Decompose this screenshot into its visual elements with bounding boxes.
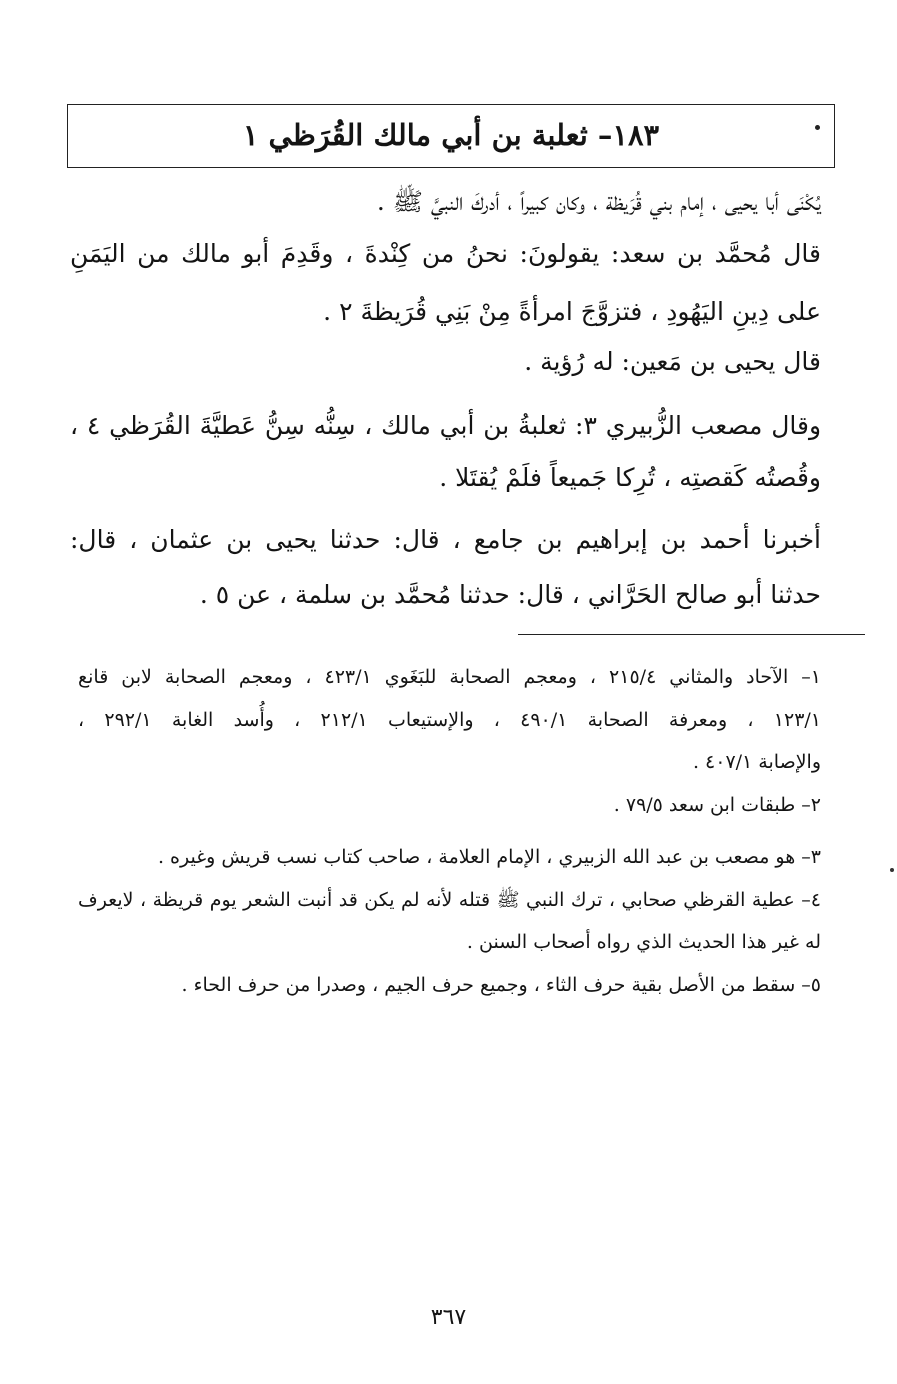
body-line: قال مُحمَّد بن سعد: يقولونَ: نحنُ من كِنْدةَ ، وقَدِمَ أبو مالك من اليَمَنِ	[70, 239, 821, 268]
footnote-line: ١٢٣/١ ، ومعرفة الصحابة ٤٩٠/١ ، والإستيعاب ٢١٢/١ ، وأُسد الغابة ٢٩٢/١ ،	[78, 709, 822, 731]
footnote-line: ٢– طبقات ابن سعد ٧٩/٥ .	[613, 794, 821, 816]
body-line: على دِينِ اليَهُودِ ، فتزوَّجَ امرأةً مِنْ بَنِي قُرَيظةَ ٢ .	[323, 297, 821, 326]
body-line: حدثنا أبو صالح الحَرَّاني ، قال: حدثنا مُحمَّد بن سلمة ، عن ٥ .	[199, 580, 821, 609]
body-line: وقال مصعب الزُّبيري ٣: ثعلبةُ بن أبي مالك ، سِنُّه سِنُّ عَطيَّةَ القُرَظي ٤ ،	[70, 411, 822, 440]
body-line: يُكْنَى أبا يحيى ، إمام بني قُرَيظة ، وكان كبيراً ، أدركَ النبيَّ ﷺ .	[376, 187, 821, 216]
footnote-line: ٣– هو مصعب بن عبد الله الزبيري ، الإمام العلامة ، صاحب كتاب نسب قريش وغيره .	[157, 846, 821, 868]
footnote-separator	[518, 634, 865, 635]
heading-box	[67, 104, 835, 168]
footnote-line: ٥– سقط من الأصل بقية حرف الثاء ، وجميع حرف الجيم ، وصدرا من حرف الحاء .	[181, 974, 821, 996]
body-line: قال يحيى بن مَعين: له رُؤية .	[524, 347, 821, 376]
footnote-line: له غير هذا الحديث الذي رواه أصحاب السنن .	[466, 931, 821, 953]
footnote-line: ١– الآحاد والمثاني ٢١٥/٤ ، ومعجم الصحابة للبَغَوي ٤٢٣/١ ، ومعجم الصحابة لابن قانع	[78, 666, 821, 688]
footnote-line: والإصابة ٤٠٧/١ .	[692, 751, 821, 773]
margin-dot	[890, 868, 894, 872]
body-line: أخبرنا أحمد بن إبراهيم بن جامع ، قال: حدثنا يحيى بن عثمان ، قال:	[70, 525, 821, 554]
body-line: وقُصتُه كَقصتِه ، تُرِكا جَميعاً فلَمْ يُقتَلا .	[439, 463, 821, 492]
heading-dot	[815, 125, 820, 130]
footnote-line: ٤– عطية القرظي صحابي ، ترك النبي ﷺ قتله لأنه لم يكن قد أنبت الشعر يوم قريظة ، لايعرف	[78, 889, 821, 911]
entry-title: ١٨٣– ثعلبة بن أبي مالك القُرَظي ١	[242, 118, 660, 152]
page-number: ٣٦٧	[430, 1305, 467, 1330]
